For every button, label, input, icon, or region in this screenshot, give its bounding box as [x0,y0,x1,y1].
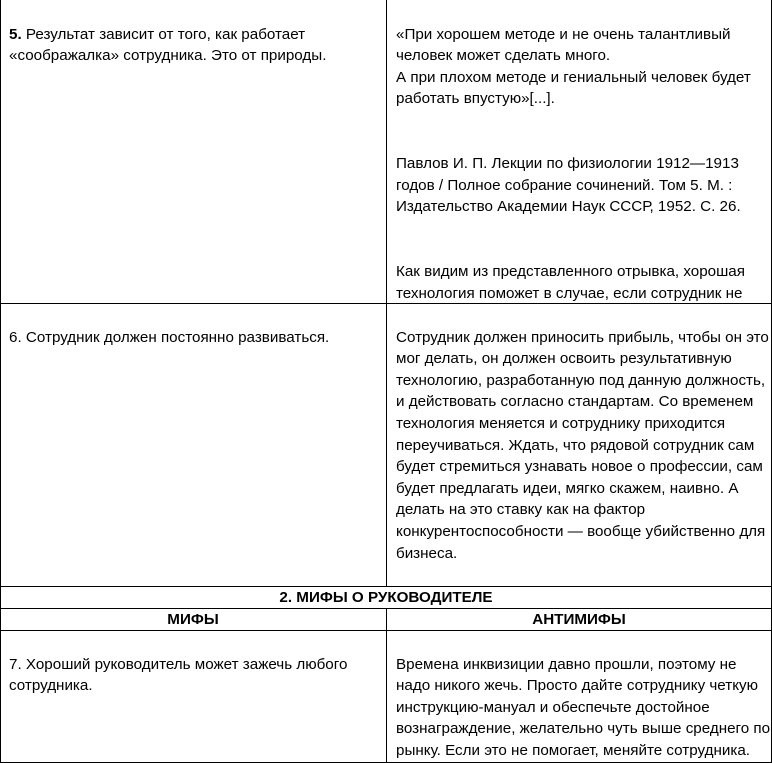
antimyth-text: Сотрудник должен приносить прибыль, чтобы он это мог делать, он должен освоить результативную технологию, разработанную под данную должность, и действовать согласно стандартам. Со временем технология меняется и сотруднику приходится переучиваться. Ждать, что рядовой сотрудник сам будет стремиться узнавать новое о профессии, сам будет предлагать идеи, мягко скажем, наивно. А делать на это ставку как на фактор конкурентоспособности — вообще убийственно для бизнеса. [396,328,769,562]
myth-text: Хороший руководитель может зажечь любого сотрудника. [9,655,348,695]
myth-text: Сотрудник должен постоянно развиваться. [25,328,330,346]
myth-cell [0,632,386,762]
quote-paragraph: «При хорошем методе и не очень талантливый человек может сделать много. А при плохом методе и гениальный человек будет работать впустую»[...]. [396,25,751,108]
column-header-antimyths: АНТИМИФЫ [532,611,626,628]
myth-text: Результат зависит от того, как работает «соображалка» сотрудника. Это от природы. [9,25,327,65]
column-header-myths: МИФЫ [167,611,219,628]
citation-paragraph: Павлов И. П. Лекции по физиологии 1912—1913 годов / Полное собрание сочинений. Том 5. М. : Издательство Академии Наук СССР, 1952. С. 26. [396,155,741,216]
section-title: 2. МИФЫ О РУКОВОДИТЕЛЕ [279,589,493,606]
commentary-paragraph: Как видим из представленного отрывка, хорошая технология поможет в случае, если сотрудник не [396,263,745,302]
antimyth-cell [387,632,771,762]
myth-cell [0,305,386,585]
row-number: 6. [9,328,22,346]
antimyth-text: Времена инквизиции давно прошли, поэтому не надо никого жечь. Просто дайте сотруднику четкую инструкцию-мануал и обеспечьте достойное вознаграждение, желательно чуть выше среднего по рынку. Если это не помогает, меняйте сотрудника. [396,655,771,759]
row-divider [0,303,772,304]
myth-cell [0,2,386,302]
antimyth-cell [387,305,771,585]
row-number: 7. [9,655,22,673]
antimyth-cell [387,2,771,302]
row-number: 5. [9,25,22,43]
